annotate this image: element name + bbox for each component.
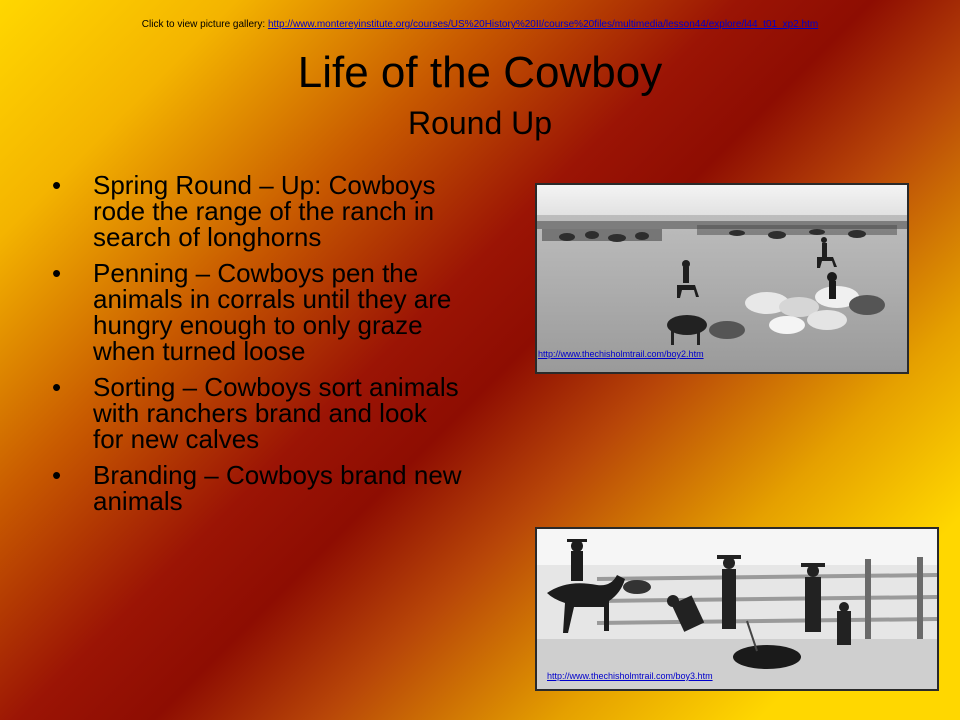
- slide-title: Life of the Cowboy: [297, 48, 663, 97]
- bullet-list: [52, 172, 462, 524]
- branding-photo-icon: [537, 529, 937, 689]
- bullet-text: Spring Round – Up: Cowboys rode the range of the ranch in search of longhorns: [93, 170, 436, 252]
- gallery-line: [0, 19, 960, 30]
- bullet-text: Sorting – Cowboys sort animals with ranchers brand and look for new calves: [93, 372, 459, 454]
- bullet-icon: •: [52, 170, 62, 200]
- slide-subtitle: Round Up: [407, 105, 553, 141]
- photo2-caption-link[interactable]: http://www.thechisholmtrail.com/boy3.htm: [547, 671, 713, 681]
- branding-photo: [535, 527, 939, 691]
- bullet-icon: •: [52, 258, 62, 288]
- bullet-text: Penning – Cowboys pen the animals in corrals until they are hungry enough to only graze when turned loose: [93, 258, 452, 366]
- gallery-prefix: Click to view picture gallery:: [141, 19, 268, 30]
- bullet-item: [52, 172, 462, 250]
- roundup-photo: [535, 183, 909, 374]
- gallery-link[interactable]: http://www.montereyinstitute.org/courses/US%20History%20II/course%20files/multimedia/lesson44/explore/l44_t01_xp2.htm: [267, 19, 819, 30]
- bullet-text: Branding – Cowboys brand new animals: [93, 460, 462, 516]
- bullet-item: [52, 462, 462, 514]
- bullet-item: [52, 260, 462, 364]
- roundup-cattle-photo-icon: [537, 185, 907, 372]
- bullet-item: [52, 374, 462, 452]
- photo1-caption-link[interactable]: http://www.thechisholmtrail.com/boy2.htm: [538, 349, 704, 359]
- bullet-icon: •: [52, 460, 62, 490]
- bullet-icon: •: [52, 372, 62, 402]
